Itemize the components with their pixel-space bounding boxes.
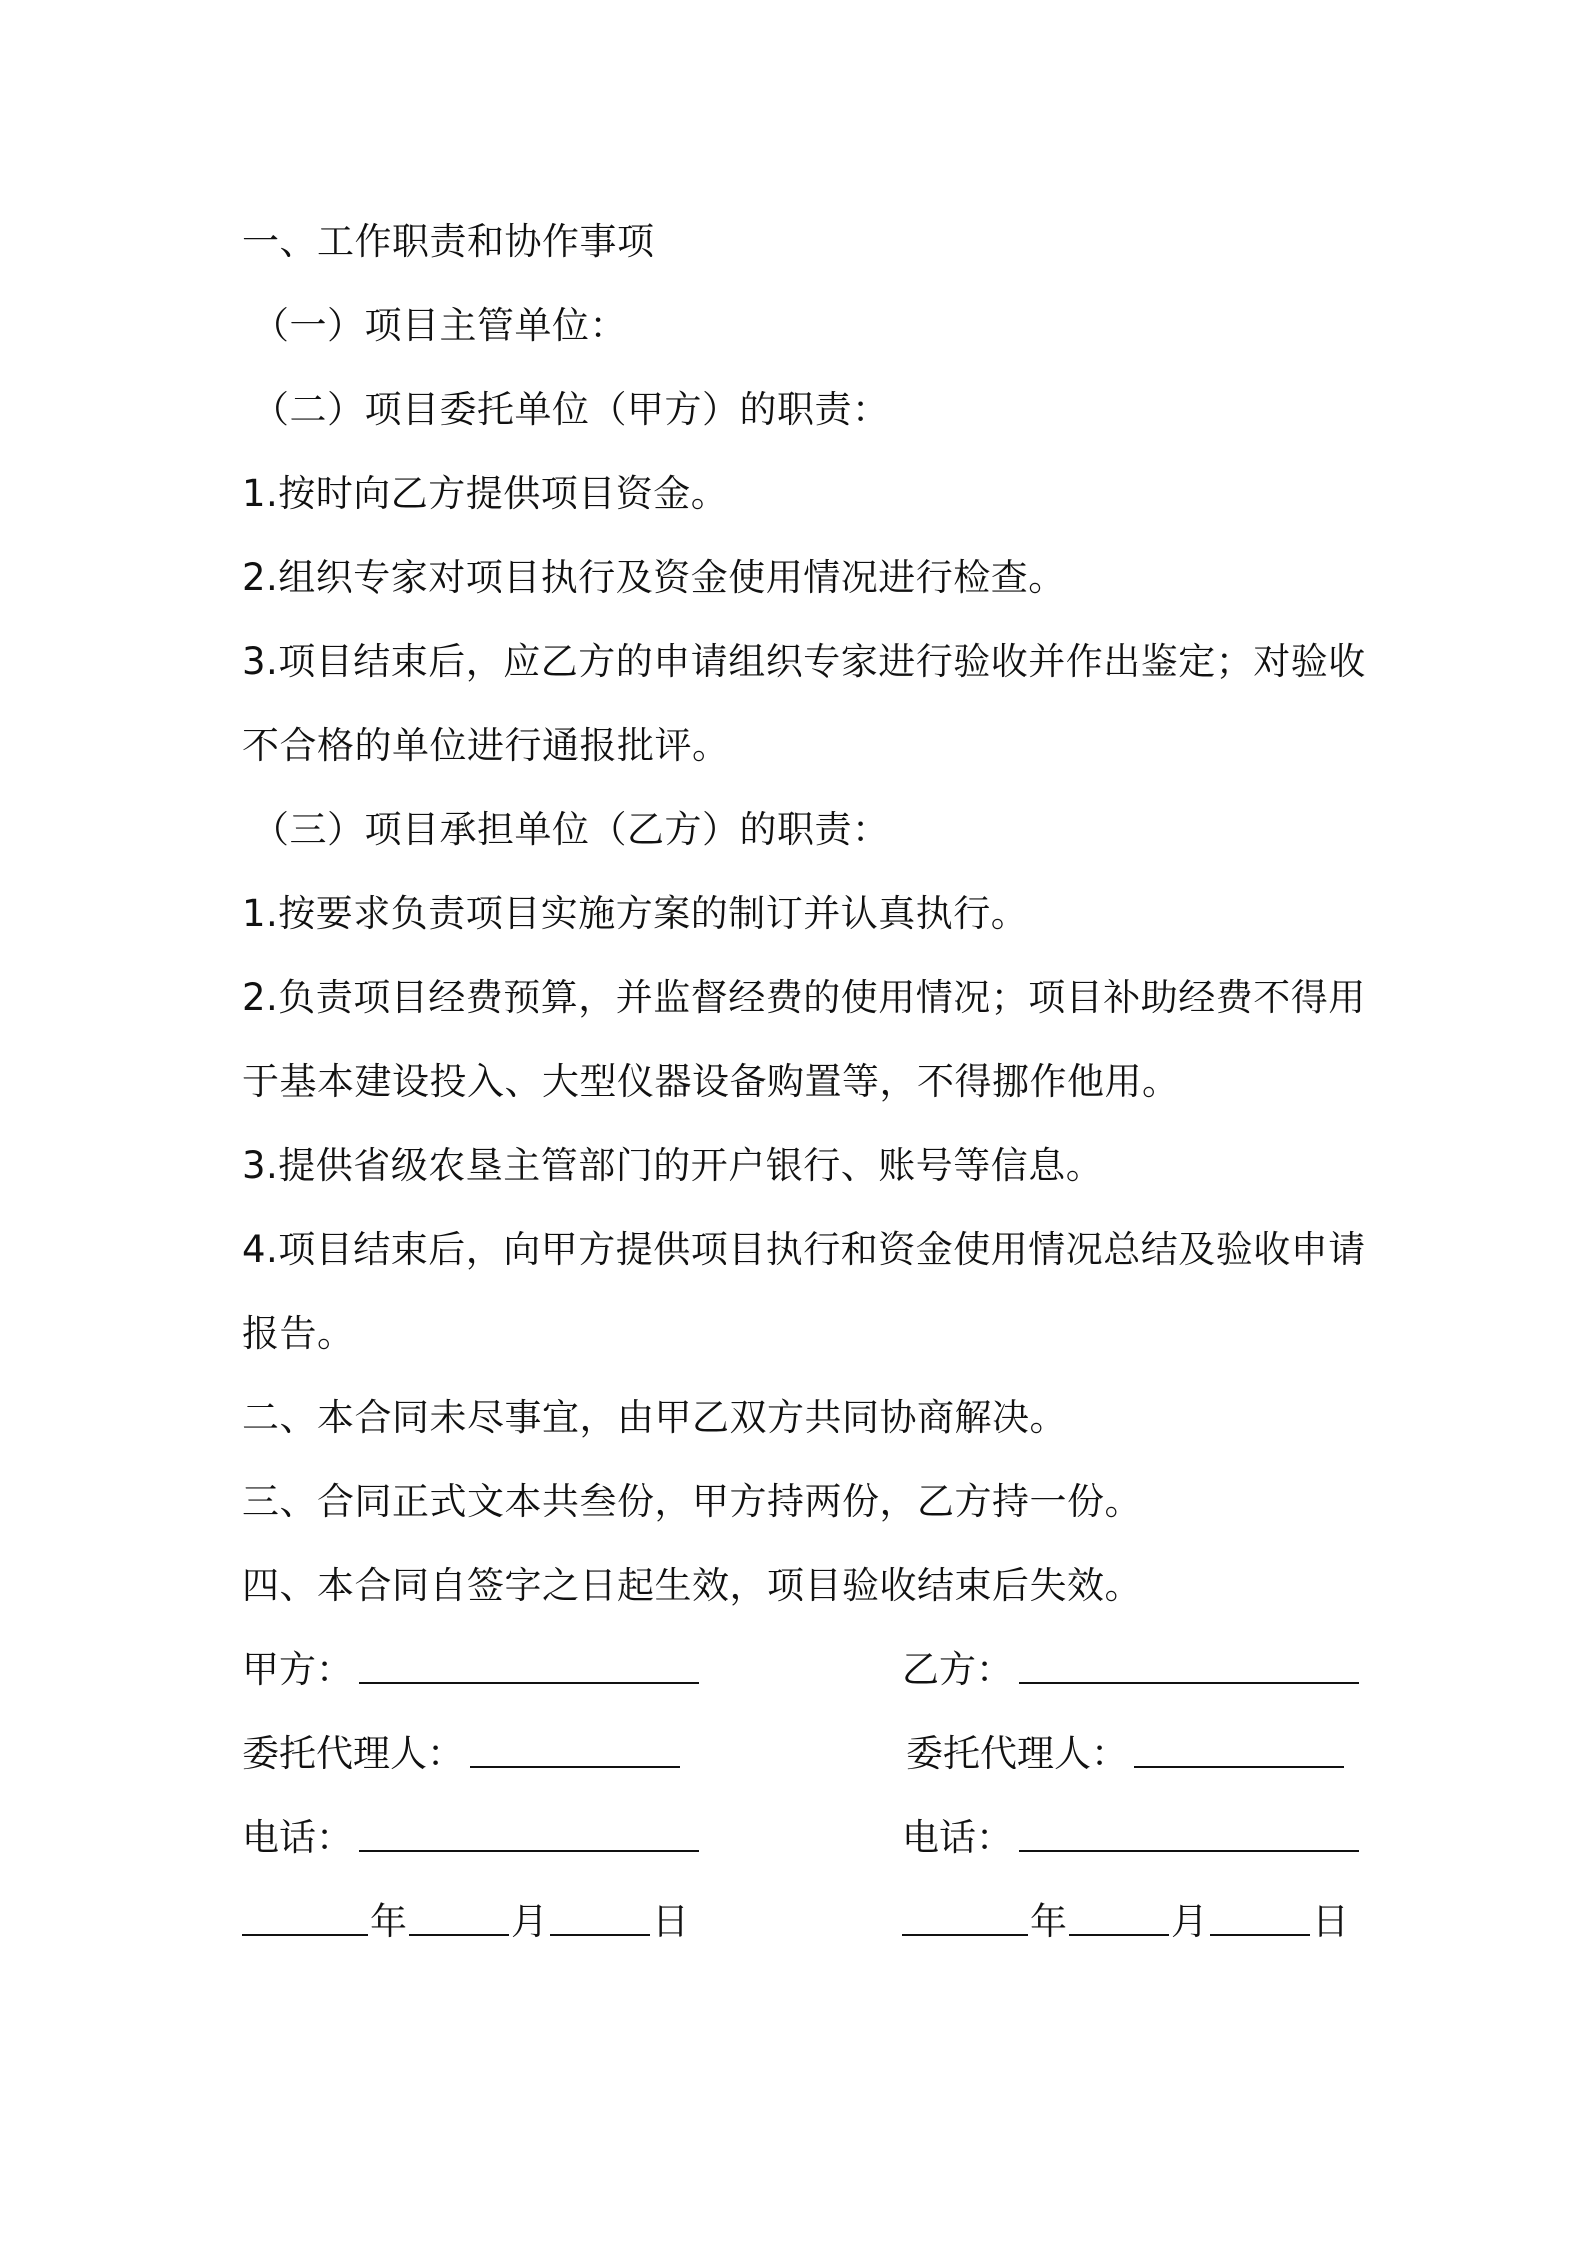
- section-heading-duties: 一、工作职责和协作事项: [242, 220, 655, 263]
- party-a-duty-3-cont: 不合格的单位进行通报批评。: [242, 724, 730, 767]
- party-a-signature: [242, 1628, 699, 1712]
- party-b-duty-4: 4.项目结束后，向甲方提供项目执行和资金使用情况总结及验收申请: [242, 1228, 1366, 1271]
- party-b-duty-3: 3.提供省级农垦主管部门的开户银行、账号等信息。: [242, 1144, 1104, 1187]
- party-b-blank[interactable]: [1019, 1652, 1359, 1684]
- phone-a-blank[interactable]: [359, 1820, 699, 1852]
- date-a-year-blank[interactable]: [242, 1904, 368, 1936]
- party-a-duty-1: 1.按时向乙方提供项目资金。: [242, 472, 729, 515]
- party-a-duty-3: 3.项目结束后，应乙方的申请组织专家进行验收并作出鉴定；对验收: [242, 640, 1366, 683]
- party-b-duty-2: 2.负责项目经费预算，并监督经费的使用情况；项目补助经费不得用: [242, 976, 1366, 1019]
- subsection-party-b-duties: （三）项目承担单位（乙方）的职责：: [252, 808, 890, 851]
- party-b-signature: [902, 1628, 1359, 1712]
- date-b-month-blank[interactable]: [1069, 1904, 1169, 1936]
- party-b-label: 乙方：: [902, 1648, 1013, 1691]
- phone-b-blank[interactable]: [1019, 1820, 1359, 1852]
- date-a-month-blank[interactable]: [409, 1904, 509, 1936]
- date-b-month-label: 月: [1171, 1900, 1208, 1943]
- clause-four: 四、本合同自签字之日起生效，项目验收结束后失效。: [242, 1564, 1142, 1607]
- agent-b-label: 委托代理人：: [906, 1732, 1128, 1775]
- phone-a-label: 电话：: [242, 1816, 353, 1859]
- agent-a-label: 委托代理人：: [242, 1732, 464, 1775]
- signature-party-row: [242, 1628, 1362, 1712]
- date-a-day-blank[interactable]: [550, 1904, 650, 1936]
- subsection-party-a-duties: （二）项目委托单位（甲方）的职责：: [252, 388, 890, 431]
- clause-two: 二、本合同未尽事宜，由甲乙双方共同协商解决。: [242, 1396, 1067, 1439]
- subsection-supervising-unit: （一）项目主管单位：: [252, 304, 627, 347]
- phone-b-signature: [902, 1796, 1359, 1880]
- party-b-duty-4-cont: 报告。: [242, 1312, 355, 1355]
- signature-date-row: [242, 1880, 1362, 1964]
- date-a-month-label: 月: [511, 1900, 548, 1943]
- clause-three: 三、合同正式文本共叁份，甲方持两份，乙方持一份。: [242, 1480, 1142, 1523]
- date-b-year-label: 年: [1030, 1900, 1067, 1943]
- date-b-year-blank[interactable]: [902, 1904, 1028, 1936]
- date-b: [902, 1880, 1351, 1964]
- agent-b-signature: [906, 1712, 1344, 1796]
- phone-a-signature: [242, 1796, 699, 1880]
- party-a-blank[interactable]: [359, 1652, 699, 1684]
- date-b-day-label: 日: [1312, 1900, 1349, 1943]
- date-a: [242, 1880, 691, 1964]
- date-a-year-label: 年: [370, 1900, 407, 1943]
- phone-b-label: 电话：: [902, 1816, 1013, 1859]
- agent-a-signature: [242, 1712, 680, 1796]
- agent-a-blank[interactable]: [470, 1736, 680, 1768]
- date-b-day-blank[interactable]: [1210, 1904, 1310, 1936]
- signature-phone-row: [242, 1796, 1362, 1880]
- date-a-day-label: 日: [652, 1900, 689, 1943]
- document-body: [242, 200, 1366, 1964]
- party-b-duty-1: 1.按要求负责项目实施方案的制订并认真执行。: [242, 892, 1029, 935]
- party-a-label: 甲方：: [242, 1648, 353, 1691]
- signature-agent-row: [242, 1712, 1362, 1796]
- party-a-duty-2: 2.组织专家对项目执行及资金使用情况进行检查。: [242, 556, 1066, 599]
- agent-b-blank[interactable]: [1134, 1736, 1344, 1768]
- party-b-duty-2-cont: 于基本建设投入、大型仪器设备购置等，不得挪作他用。: [242, 1060, 1180, 1103]
